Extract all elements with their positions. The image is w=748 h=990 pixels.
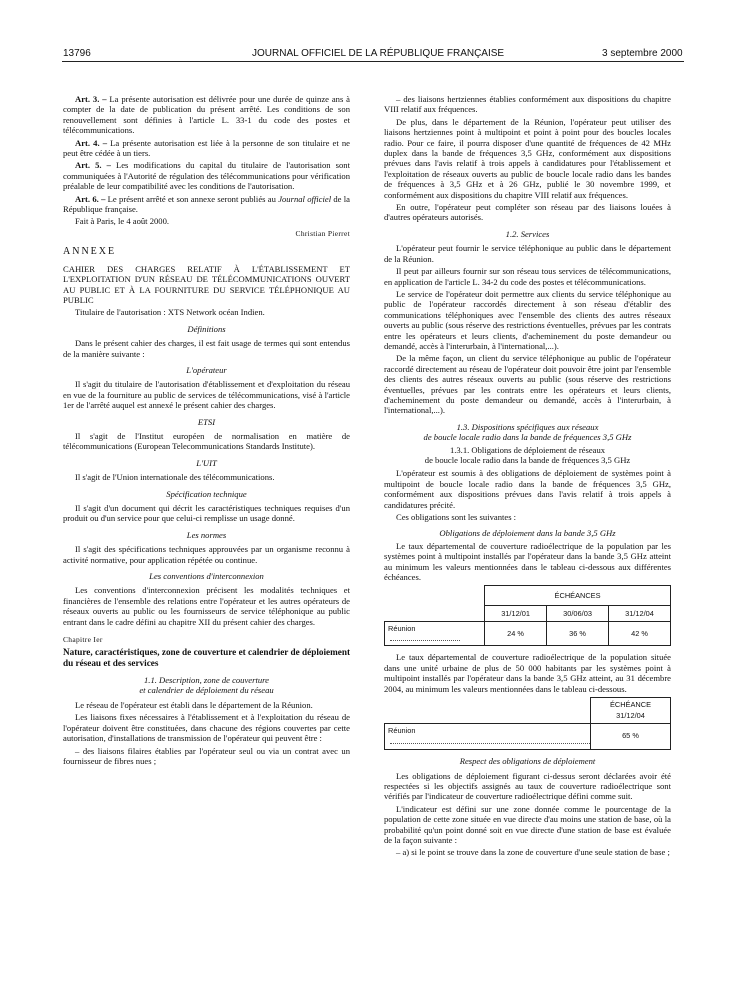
coverage-table-2	[384, 697, 671, 750]
respect-heading: Respect des obligations de déploiement	[459, 756, 596, 767]
section-1-3-1-heading-b: de boucle locale radio dans la bande de fréquences 3,5 GHz	[424, 455, 631, 465]
left-column	[63, 94, 350, 768]
article-6-text-a: Le présent arrêté et son annexe seront publiés au	[105, 193, 279, 204]
obligations-p2: Le taux départemental de couverture radioélectrique de la population située dans une unité urbaine de plus de 50 000 habitants par les systèmes point à multipoint installés par l'opérateur dans la bande 3,5 GHz atteint, au 31 décembre 2004, au minimum les valeurs mentionnées dans le tableau ci-dessous.	[384, 652, 671, 694]
signature: Christian Pierret	[295, 228, 350, 238]
section-1-1-text-2: Les liaisons fixes nécessaires à l'établissement et à l'exploitation du réseau de l'opérateur doivent être constituées, dans chacune des régions couvertes par cette autorisation, d'installations de transmission de l'opérateur qui peuvent être :	[63, 712, 350, 744]
bullet-hertziennes: – des liaisons hertziennes établies conformément aux dispositions du chapitre VIII relatif aux fréquences.	[384, 94, 671, 115]
fait-a-paris: Fait à Paris, le 4 août 2000.	[75, 216, 170, 227]
section-1-2-p2: Il peut par ailleurs fournir sur son réseau tous services de télécommunications, en application de l'article L. 34-2 du code des postes et télécommunications.	[384, 266, 671, 287]
article-6	[63, 194, 350, 215]
normes-heading: Les normes	[186, 529, 227, 540]
article-4-label: Art. 4. –	[75, 137, 108, 148]
table2-header: ÉCHÉANCE 31/12/04	[591, 698, 671, 724]
article-5	[63, 160, 350, 191]
article-3-text: La présente autorisation est délivrée pour une durée de quinze ans à compter de la date de publication du présent arrêté. Les conditions de son renouvellement sont définies à l'article L. 33-1 du code des postes et télécommunications.	[63, 94, 350, 136]
section-1-1-bullet-1: – des liaisons filaires établies par l'opérateur seul ou via un contrat avec un fournisseur de fibres nues ;	[63, 745, 350, 766]
section-1-3-1-p2: Ces obligations sont les suivantes :	[396, 512, 517, 523]
table1-date: 31/12/04	[609, 606, 671, 622]
etsi-text: Il s'agit de l'Institut européen de normalisation en matière de télécommunications (European Telecommunications Standards Institute).	[63, 430, 350, 452]
table2-row-label: Réunion	[385, 724, 591, 750]
respect-p1: Les obligations de déploiement figurant ci-dessus seront déclarées avoir été respectées si les objectifs assignés au taux de couverture radioélectrique sont vérifiés par l'indicateur de couverture radioélectrique défini comme suit.	[384, 770, 671, 802]
respect-p2: L'indicateur est défini sur une zone donnée comme le pourcentage de la population de cette zone située en vue directe d'au moins une station de base, où la probabilité qu'un point donné soit en vue directe d'une station de base est évaluée de la façon suivante :	[384, 803, 671, 845]
section-1-3-heading-b: de boucle locale radio dans la bande de fréquences 3,5 GHz	[423, 432, 632, 443]
table1-date: 30/06/03	[547, 606, 609, 622]
issue-date: 3 septembre 2000	[602, 48, 683, 59]
table1-value: 42 %	[609, 622, 671, 646]
right-column	[384, 94, 671, 860]
article-5-label: Art. 5. –	[75, 160, 111, 171]
table1-header: ÉCHÉANCES	[485, 586, 671, 606]
article-5-text: Les modifications du capital du titulaire de l'autorisation sont communiquées à l'Autorité de régulation des télécommunications pour vérification préalable de leur compatibilité avec les conditions de l'autorisation.	[63, 160, 350, 192]
etsi-heading: ETSI	[197, 416, 216, 427]
section-1-2-p3: Le service de l'opérateur doit permettre aux clients du service téléphonique au public de l'opérateur raccordés directement à son réseau d'établir des communications téléphoniques avec l'ensemble des clients des autres réseaux ouverts au public (sous réserve des restrictions éventuelles, prévues par les contrats entre les opérateurs et leurs clients, d'acheminement du poste demandeur ou demandé, accès à l'interurbain, à l'international,...).	[384, 288, 671, 351]
section-1-3-1-heading-a: 1.3.1. Obligations de déploiement de réseaux	[449, 444, 606, 455]
uit-heading: L'UIT	[196, 457, 217, 468]
section-1-2-p1: L'opérateur peut fournir le service téléphonique au public dans le département de la Réunion.	[384, 243, 671, 264]
respect-bullet: – a) si le point se trouve dans la zone de couverture d'une seule station de base ;	[396, 847, 670, 858]
paragraph-boucle-locale: De plus, dans le département de la Réunion, l'opérateur peut utiliser des liaisons hertziennes point à multipoint et point à point pour des boucles locales radio. Pour ce faire, il pourra disposer d'une quantité de fréquences de 42 MHz duplex dans la bande de fréquences 3,5 GHz, conformément aux dispositions prévues dans l'avis relatif à trois appels à candidatures pour l'établissement et l'exploitation de réseaux ouverts au public de boucle locale radio dans les bandes de fréquences à 3,5 GHz et à 26 GHz, publié le 30 novembre 1999, et conformément aux dispositions du chapitre VIII relatif aux fréquences.	[384, 116, 671, 200]
page-header	[0, 0, 748, 60]
annexe-heading: ANNEXE	[63, 246, 117, 258]
cahier-title: CAHIER DES CHARGES RELATIF À L'ÉTABLISSEMENT ET L'EXPLOITATION D'UN RÉSEAU DE TÉLÉCOMMUNICATIONS OUVERT AU PUBLIC ET À LA FOURNITURE DU SERVICE TÉLÉPHONIQUE AU PUBLIC	[63, 263, 350, 305]
page-number: 13796	[63, 48, 91, 59]
obligations-heading: Obligations de déploiement dans la bande 3,5 GHz	[439, 528, 616, 539]
table1-value: 24 %	[485, 622, 547, 646]
conventions-text: Les conventions d'interconnexion précisent les modalités techniques et financières de l'ensemble des relations entre l'opérateur et les autres opérateurs de réseaux ouverts au public ou les fournisseurs de service téléphonique au public entrant dans le cadre défini au chapitre XII du présent cahier des charges.	[63, 585, 350, 627]
conventions-heading: Les conventions d'interconnexion	[149, 571, 264, 582]
normes-text: Il s'agit des spécifications techniques approuvées par un organisme reconnu à activité normative, pour application répétée ou continue.	[63, 544, 350, 565]
article-3-label: Art. 3. –	[75, 94, 107, 104]
section-1-3-heading-a: 1.3. Dispositions spécifiques aux réseaux	[456, 421, 599, 432]
article-6-text-b: de la République française.	[63, 193, 350, 215]
article-4-text: La présente autorisation est liée à la personne de son titulaire et ne peut être cédée à un tiers.	[63, 137, 350, 159]
article-6-journal: Journal officiel	[278, 193, 332, 204]
titulaire: Titulaire de l'autorisation : XTS Network océan Indien.	[75, 307, 265, 318]
table1-date: 31/12/01	[485, 606, 547, 622]
obligations-p1: Le taux départemental de couverture radioélectrique de la population par les systèmes point à multipoint installés par l'opérateur dans la bande 3,5 GHz atteint au minimum les valeurs mentionnées dans le tableau ci-dessous aux différentes échéances.	[384, 540, 671, 583]
specification-text: Il s'agit d'un document qui décrit les caractéristiques techniques requises d'un produit ou d'un service pour que celui-ci remplisse un usage donné.	[63, 503, 350, 524]
article-3	[63, 94, 350, 136]
table1-row-label: Réunion	[385, 622, 485, 646]
article-4	[63, 138, 350, 159]
operateur-text: Il s'agit du titulaire de l'autorisation d'établissement et d'exploitation du réseau en vue de la fourniture au public de services de télécommunications, visé à l'article 1er de l'arrêté auquel est annexé le présent cahier des charges.	[63, 379, 350, 411]
section-1-1-title-a: 1.1. Description, zone de couverture	[144, 675, 269, 686]
uit-text: Il s'agit de l'Union internationale des télécommunications.	[75, 472, 275, 483]
paragraph-liaisons-louees: En outre, l'opérateur peut compléter son réseau par des liaisons louées à d'autres opérateurs autorisés.	[384, 202, 671, 223]
header-rule	[62, 61, 684, 62]
article-6-label: Art. 6. –	[75, 193, 106, 204]
table2-value: 65 %	[591, 724, 671, 750]
journal-title: JOURNAL OFFICIEL DE LA RÉPUBLIQUE FRANÇAISE	[252, 48, 505, 59]
definitions-heading: Définitions	[187, 323, 226, 334]
section-1-1-title-b: et calendrier de déploiement du réseau	[139, 685, 274, 696]
section-1-2-heading: 1.2. Services	[505, 228, 550, 239]
table1-value: 36 %	[547, 622, 609, 646]
coverage-table-1	[384, 585, 671, 646]
section-1-1-text-1: Le réseau de l'opérateur est établi dans le département de la Réunion.	[75, 699, 313, 710]
chapitre-title: Nature, caractéristiques, zone de couverture et calendrier de déploiement du réseau et des services	[63, 647, 350, 669]
specification-heading: Spécification technique	[166, 488, 247, 499]
section-1-2-p4: De la même façon, un client du service téléphonique au public de l'opérateur raccordé directement au réseau de l'opérateur doit pouvoir être joint par l'ensemble des clients des autres réseaux ouverts au public (sous réserve des restrictions éventuelles, prévues par les contrats entre les opérateurs et leurs clients, d'acheminement du poste demandeur ou demandé, accès à l'interurbain, à l'international,...).	[384, 353, 671, 416]
operateur-heading: L'opérateur	[186, 364, 227, 375]
chapitre-heading: Chapitre Ier	[63, 635, 103, 645]
section-1-3-1-p1: L'opérateur est soumis à des obligations de déploiement de systèmes point à multipoint de boucle locale radio dans la bande de fréquences 3,5 GHz, conformément aux dispositions prévues dans l'avis relatif à trois appels à candidatures précité.	[384, 468, 671, 510]
definitions-text: Dans le présent cahier des charges, il est fait usage de termes qui sont entendus de la manière suivante :	[63, 338, 350, 359]
